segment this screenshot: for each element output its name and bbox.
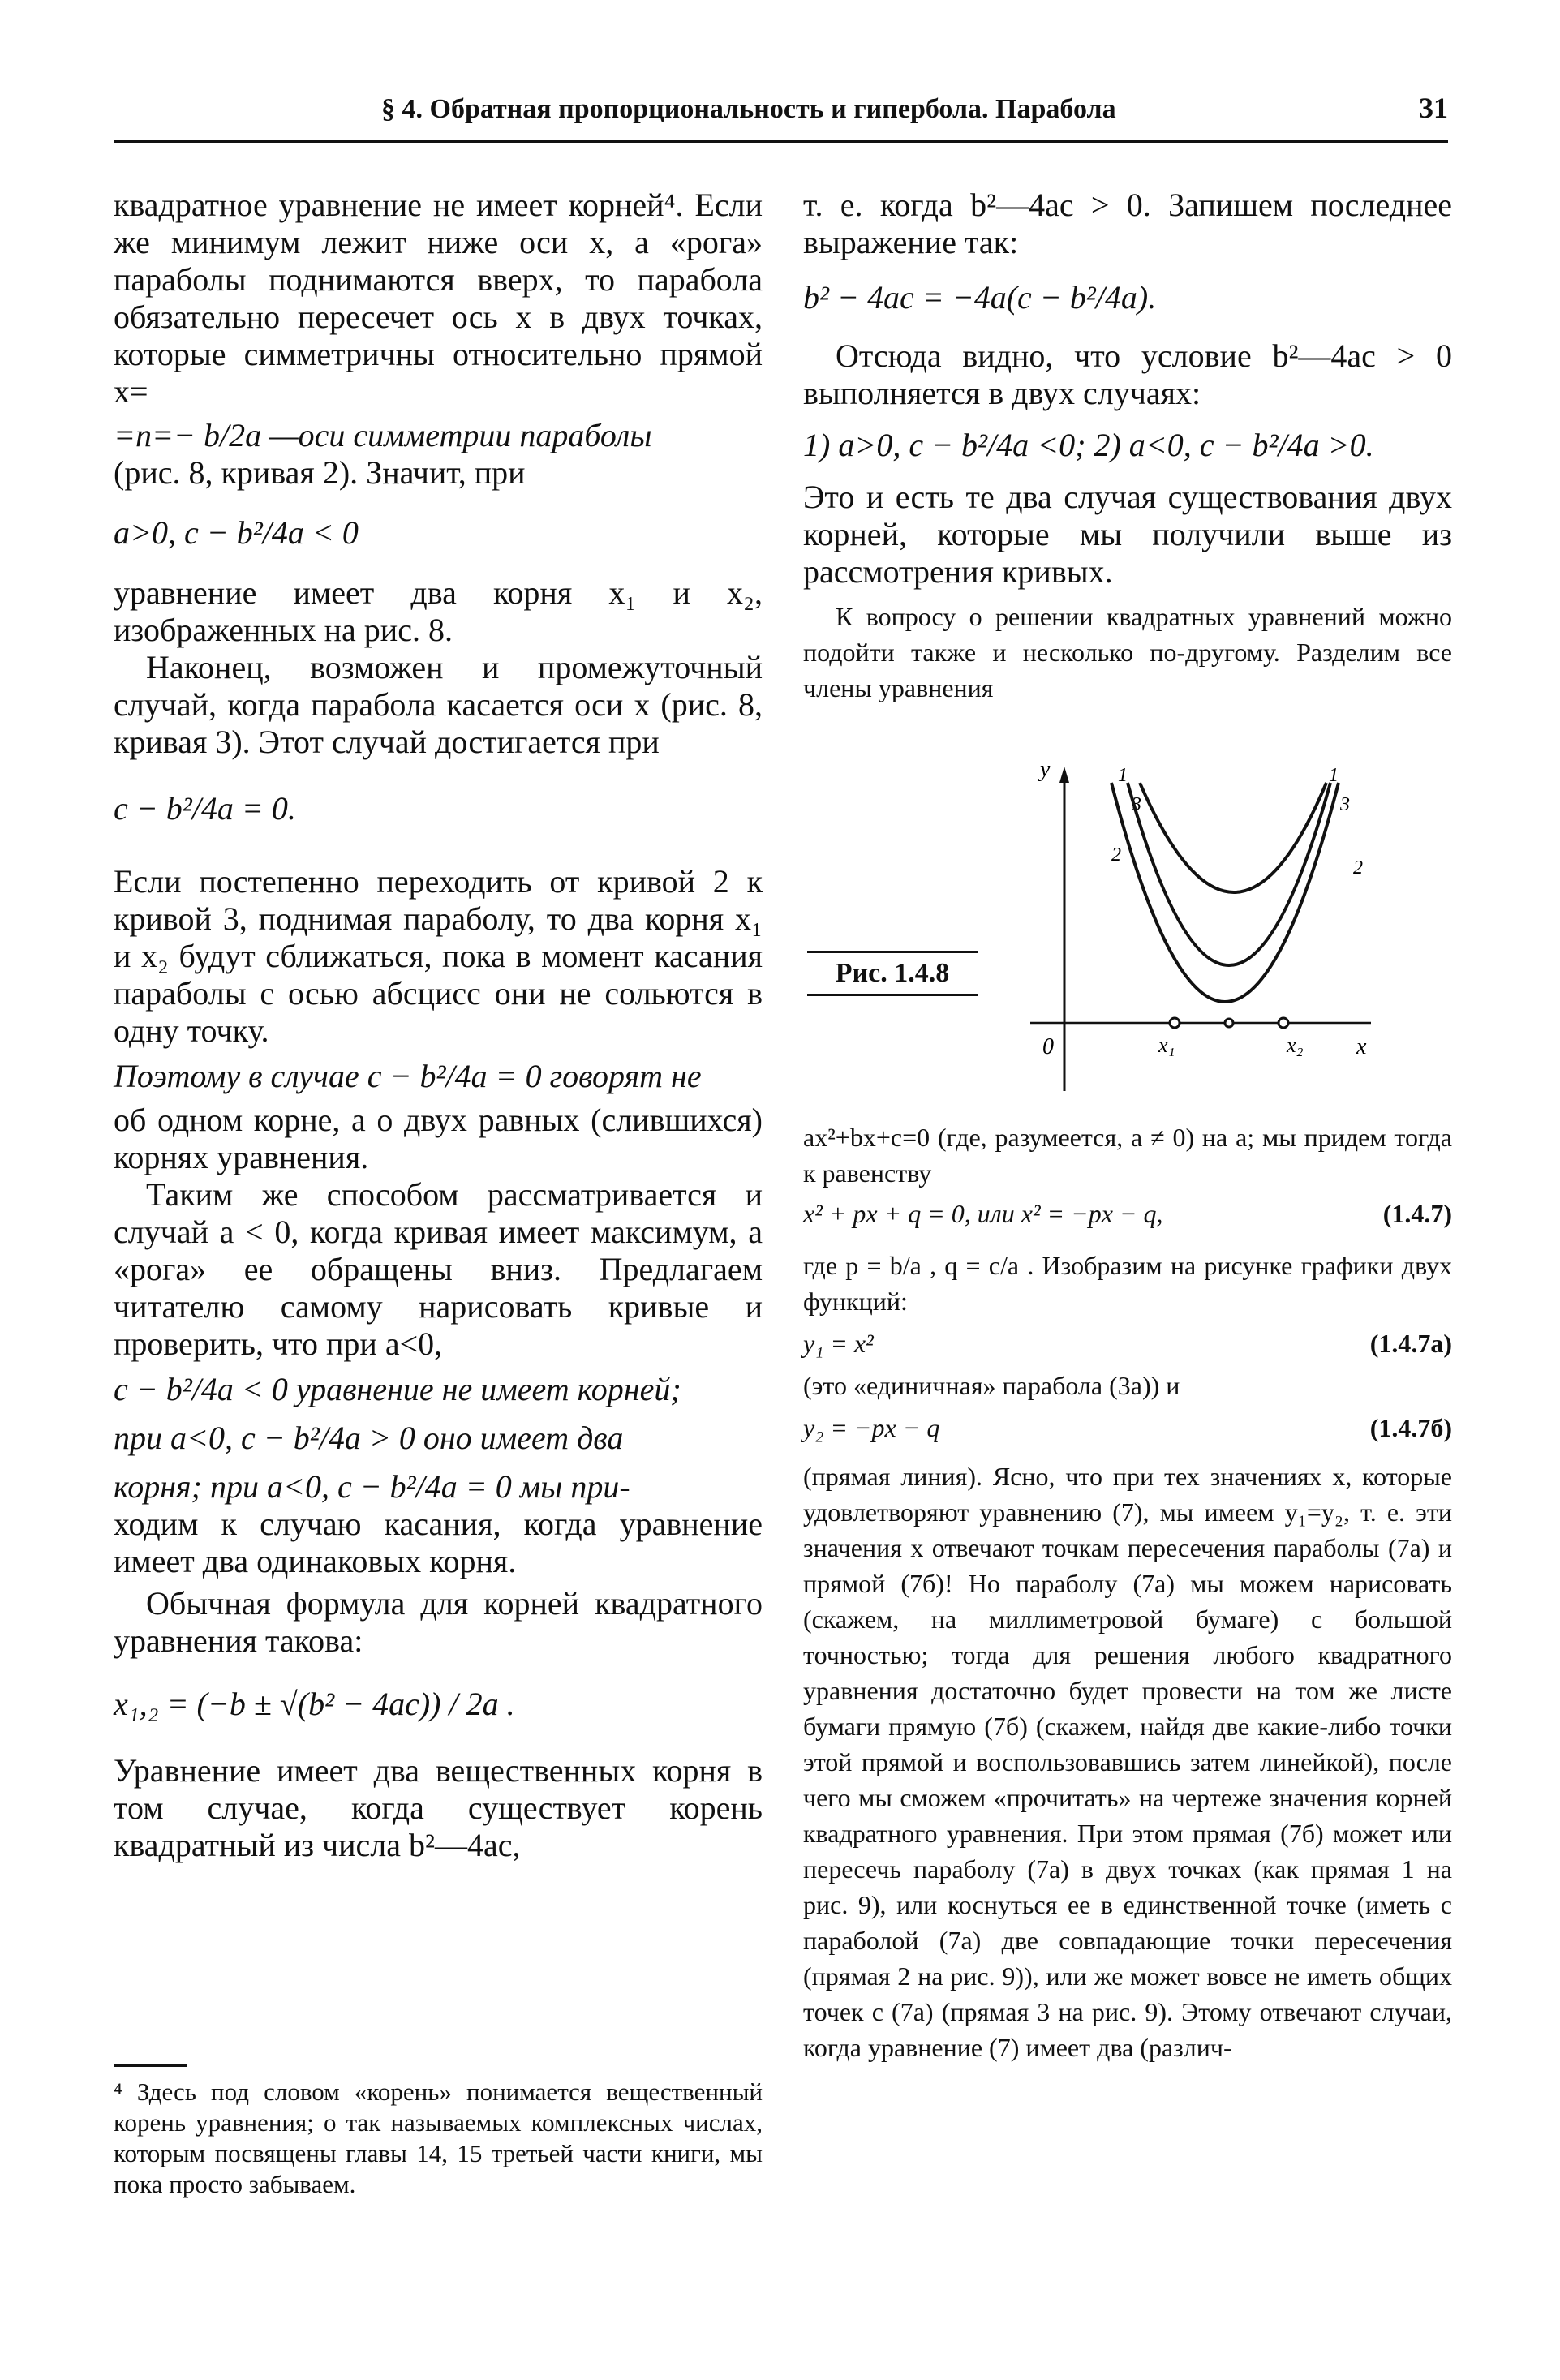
left-paragraph-6: Обычная формула для корней квадратного уравнения такова: (114, 1585, 763, 1659)
x1-label: x₁ (1158, 1033, 1175, 1057)
parabola-figure (1022, 758, 1379, 1099)
right-column-top (803, 187, 1452, 706)
curve-3-label-left: 3 (1132, 794, 1141, 815)
right-paragraph-2: Отсюда видно, что условие b²—4ac > 0 выполняется в двух случаях: (803, 337, 1452, 411)
equation-1-4-7b (803, 1410, 1452, 1446)
curve-3-label-right: 3 (1340, 794, 1350, 815)
equation-1-4-7a-text: y₁ = x² (803, 1329, 874, 1358)
y-axis-arrow (1059, 767, 1069, 783)
left-paragraph-7: Уравнение имеет два вещественных корня в том случае, когда существует корень квадратный из числа b²—4ac, (114, 1752, 763, 1863)
left-paragraph-5d: корня; при a<0, c − b²/4a = 0 мы при- (114, 1468, 630, 1505)
equation-1-4-7b-text: y₂ = −px − q (803, 1413, 940, 1442)
equation-1-4-7a-number: (1.4.7а) (1369, 1329, 1452, 1358)
page-number: 31 (1419, 92, 1448, 124)
right-cases: 1) a>0, c − b²/4a <0; 2) a<0, c − b²/4a >0. (803, 427, 1374, 463)
right-paragraph-8: (прямая линия). Ясно, что при тех значениях x, которые удовлетворяют уравнению (7), мы имеем y₁=y₂, т. е. эти значения x отвечают точкам пересечения параболы (7а) и прямой (7б)! Но параболу (7а) мы можем нарисовать (скажем, на миллиметровой бумаге) с большой точностью; тогда для решения любого квадратного уравнения достаточно будет провести на том же листе бумаги прямую (7б) (скажем, найдя две какие-либо точки этой прямой и воспользовавшись затем линейкой), после чего мы сможем «прочитать» на чертеже значения корней квадратного уравнения. При этом прямая (7б) может или пересечь параболу (7а) в двух точках (как прямая 1 на рис. 9), или коснуться ее в единственной точке (иметь с параболой (7а) две совпадающие точки пересечения (прямая 2 на рис. 9)), или же может вовсе не иметь общих точек с (7а) (прямая 3 на рис. 9). Этому отвечают случаи, когда уравнение (7) имеет два (различ- (803, 1462, 1452, 2062)
right-column-bottom (803, 1119, 1452, 2065)
root-x2 (1279, 1018, 1288, 1028)
equation-1-4-7b-number: (1.4.7б) (1369, 1413, 1452, 1442)
left-paragraph-5e: ходим к случаю касания, когда уравнение имеет два одинаковых корня. (114, 1506, 763, 1579)
footnote: ⁴ Здесь под словом «корень» понимается вещественный корень уравнения; о так называемых комплексных числах, которым посвящены главы 14, 15 третьей части книги, мы пока просто забываем. (114, 2077, 763, 2198)
root-x1 (1170, 1018, 1180, 1028)
quadratic-formula: x₁,₂ = (−b ± √(b² − 4ac)) / 2a . (114, 1686, 515, 1722)
right-paragraph-1: т. е. когда b²—4ac > 0. Запишем последнее выражение так: (803, 187, 1452, 260)
left-paragraph-1: квадратное уравнение не имеет корней⁴. Если же минимум лежит ниже оси x, а «рога» параболы поднимаются вверх, то парабола обязательно пересечет ось x в двух точках, которые симметричны относительно прямой x= (114, 187, 763, 410)
footnote-rule (114, 2064, 187, 2067)
right-paragraph-3: Это и есть те два случая существования двух корней, которые мы получили выше из рассмотрения кривых. (803, 479, 1452, 590)
right-paragraph-4: К вопросу о решении квадратных уравнений можно подойти также и несколько по-другому. Разделим все члены уравнения (803, 602, 1452, 702)
left-equation-axis: =n=− b/2a —оси симметрии параболы (114, 417, 652, 453)
curve-2-label-left: 2 (1111, 844, 1121, 866)
left-paragraph-5: Таким же способом рассматривается и случай a < 0, когда кривая имеет максимум, а «рога» ее обращены вниз. Предлагаем читателю самому нарисовать кривые и проверить, что при a<0, (114, 1176, 763, 1362)
left-paragraph-4: Если постепенно переходить от кривой 2 к кривой 3, поднимая параболу, то два корня x₁ и x₂ будут сближаться, пока в момент касания параболы с осью абсцисс они не сольются в одну точку. (114, 863, 763, 1049)
running-header (114, 91, 1448, 143)
right-paragraph-6: где p = b/a , q = c/a . Изобразим на рисунке графики двух функций: (803, 1251, 1452, 1316)
equation-1-4-7-number: (1.4.7) (1382, 1199, 1452, 1228)
x2-label: x₂ (1287, 1033, 1304, 1057)
left-condition-2: c − b²/4a = 0. (114, 790, 296, 827)
left-paragraph-4b: Поэтому в случае c − b²/4a = 0 говорят не (114, 1058, 702, 1094)
touch-point (1225, 1019, 1233, 1027)
equation-1-4-7-text: x² + px + q = 0, или x² = −px − q, (803, 1199, 1163, 1228)
figure-caption: Рис. 1.4.8 (835, 958, 950, 988)
x-label: x (1356, 1034, 1367, 1059)
curve-1-label-right: 1 (1329, 765, 1339, 786)
right-paragraph-7: (это «единичная» парабола (3а)) и (803, 1371, 1180, 1400)
curve-2 (1128, 783, 1330, 965)
equation-1-4-7 (803, 1196, 1452, 1231)
right-equation-1: b² − 4ac = −4a(c − b²/4a). (803, 279, 1157, 316)
left-paragraph-1-end: (рис. 8, кривая 2). Значит, при (114, 454, 526, 491)
left-condition-1: a>0, c − b²/4a < 0 (114, 514, 359, 551)
left-paragraph-5b: c − b²/4a < 0 уравнение не имеет корней; (114, 1371, 681, 1407)
left-paragraph-2: уравнение имеет два корня x₁ и x₂, изображенных на рис. 8. (114, 574, 763, 648)
y-label: y (1040, 758, 1051, 782)
right-paragraph-5: ax²+bx+c=0 (где, разумеется, a ≠ 0) на a; мы придем тогда к равенству (803, 1123, 1452, 1188)
header-title: § 4. Обратная пропорциональность и гипербола. Парабола (381, 94, 1116, 124)
equation-1-4-7a (803, 1325, 1452, 1361)
origin-label: 0 (1042, 1034, 1054, 1059)
left-paragraph-3: Наконец, возможен и промежуточный случай, когда парабола касается оси x (рис. 8, кривая 3). Этот случай достигается при (114, 649, 763, 760)
left-paragraph-4c: об одном корне, а о двух равных (слившихся) корнях уравнения. (114, 1102, 763, 1175)
figure-caption-box (807, 951, 978, 996)
left-paragraph-5c: при a<0, c − b²/4a > 0 оно имеет два (114, 1420, 624, 1456)
curve-2-label-right: 2 (1353, 857, 1363, 879)
curve-1-label-left: 1 (1118, 765, 1128, 786)
left-column (114, 187, 763, 1864)
